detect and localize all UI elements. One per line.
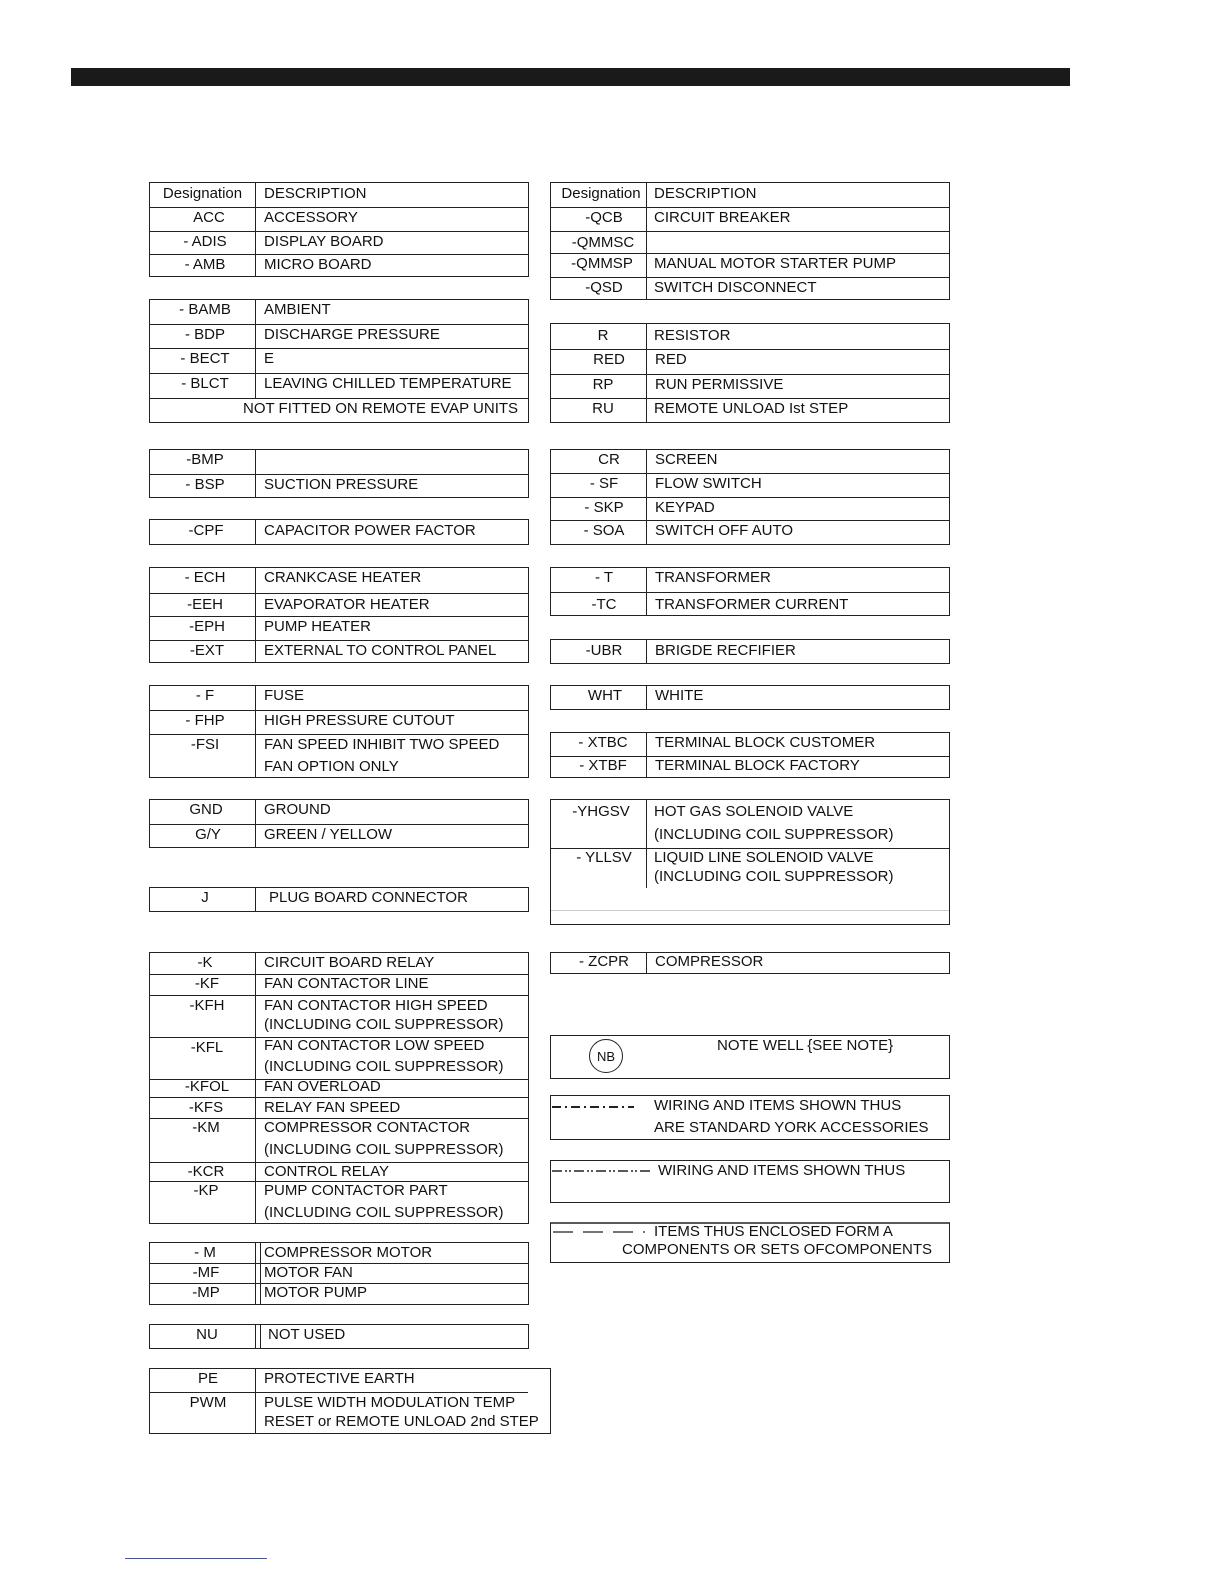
row-code: - ZCPR — [579, 953, 629, 970]
table-row — [150, 1079, 528, 1097]
table-row — [551, 848, 949, 888]
row-desc: WHITE — [655, 687, 704, 704]
row-code: - YLLSV — [576, 849, 632, 866]
row-code: -QMMSC — [571, 234, 635, 251]
enclosed-text-line2: COMPONENTS OR SETS OFCOMPONENTS — [622, 1241, 933, 1258]
row-desc: REMOTE UNLOAD Ist STEP — [654, 400, 849, 417]
row-code: RP — [592, 376, 614, 393]
legend-group-t — [550, 567, 950, 616]
remote-evap-note: NOT FITTED ON REMOTE EVAP UNITS — [243, 400, 519, 417]
row-code: - SKP — [584, 499, 624, 516]
row-desc: PLUG BOARD CONNECTOR — [269, 889, 468, 906]
row-desc: RELAY FAN SPEED — [264, 1099, 401, 1116]
row-code: -QSD — [585, 279, 623, 296]
row-desc: LIQUID LINE SOLENOID VALVE — [654, 849, 874, 866]
table-row — [150, 593, 528, 616]
table-row — [551, 686, 949, 709]
row-code: - SOA — [583, 522, 625, 539]
row-code: -FSI — [190, 736, 220, 753]
table-row — [551, 473, 949, 497]
table-row — [150, 995, 528, 1037]
row-code: -K — [197, 954, 213, 971]
table-row — [551, 520, 949, 544]
row-desc: MOTOR PUMP — [264, 1284, 368, 1301]
long-dash-line-icon — [553, 1229, 645, 1235]
table-row — [150, 1369, 550, 1392]
legend-group-e — [149, 567, 529, 663]
row-code: RU — [592, 400, 614, 417]
table-row — [551, 756, 949, 777]
table-row — [551, 733, 949, 756]
table-row — [150, 1162, 528, 1181]
table-row — [150, 398, 528, 422]
row-desc: CIRCUIT BOARD RELAY — [264, 954, 435, 971]
wiring-items-box — [550, 1160, 950, 1203]
accessories-text-line1: WIRING AND ITEMS SHOWN THUS — [654, 1097, 902, 1114]
table-row — [551, 497, 949, 520]
row-desc: LEAVING CHILLED TEMPERATURE — [264, 375, 512, 392]
row-desc-line2: (INCLUDING COIL SUPPRESSOR) — [264, 1058, 504, 1075]
row-desc: BRIGDE RECFIFIER — [655, 642, 796, 659]
wiring-text: WIRING AND ITEMS SHOWN THUS — [658, 1162, 906, 1179]
table-row — [551, 374, 949, 398]
row-code: NU — [196, 1326, 218, 1343]
row-desc: CIRCUIT BREAKER — [654, 209, 791, 226]
row-desc: E — [264, 350, 275, 367]
legend-group-xt — [550, 732, 950, 778]
table-row — [150, 474, 528, 497]
legend-group-bmp — [149, 449, 529, 498]
row-code: -QMMSP — [571, 255, 633, 272]
row-code: -UBR — [585, 642, 623, 659]
row-code: RED — [593, 351, 625, 368]
row-code: -KP — [193, 1182, 219, 1199]
row-desc: GREEN / YELLOW — [264, 826, 393, 843]
row-desc: COMPRESSOR CONTACTOR — [264, 1119, 471, 1136]
table-row — [551, 800, 949, 848]
table-row — [150, 207, 528, 231]
row-code: - FHP — [185, 712, 225, 729]
legend-group-r — [550, 323, 950, 423]
enclosed-text-line1: ITEMS THUS ENCLOSED FORM A — [654, 1223, 893, 1240]
row-code: -KCR — [187, 1163, 225, 1180]
row-desc: FAN CONTACTOR LINE — [264, 975, 429, 992]
row-desc: COMPRESSOR — [655, 953, 764, 970]
table-row — [150, 1243, 528, 1263]
row-desc: CAPACITOR POWER FACTOR — [264, 522, 476, 539]
row-desc: HIGH PRESSURE CUTOUT — [264, 712, 455, 729]
row-desc: GROUND — [264, 801, 331, 818]
table-row — [150, 1037, 528, 1079]
row-code: GND — [189, 801, 223, 818]
table-row — [551, 568, 949, 592]
row-code: - BSP — [185, 476, 225, 493]
table-row — [150, 616, 528, 640]
row-desc: NOT USED — [268, 1326, 346, 1343]
legend-group-m — [149, 1242, 529, 1305]
row-desc: RESISTOR — [654, 327, 731, 344]
table-row — [551, 231, 949, 253]
table-row — [150, 568, 528, 593]
row-desc: TERMINAL BLOCK FACTORY — [655, 757, 860, 774]
legend-group-ubr — [550, 639, 950, 664]
row-code: CR — [598, 451, 620, 468]
row-code: - ADIS — [183, 233, 227, 250]
table-row — [150, 1097, 528, 1118]
table-row — [150, 1118, 528, 1162]
legend-group-b — [149, 299, 529, 423]
row-code: - BLCT — [181, 375, 229, 392]
description-header: DESCRIPTION — [264, 185, 367, 202]
row-desc: FAN OVERLOAD — [264, 1078, 381, 1095]
table-row — [150, 974, 528, 995]
row-code: -KFL — [190, 1039, 224, 1056]
row-code: -KFS — [188, 1099, 224, 1116]
table-row — [150, 373, 528, 398]
row-code: WHT — [587, 687, 623, 704]
row-code: - AMB — [184, 256, 226, 273]
table-row — [150, 953, 528, 974]
row-desc: EVAPORATOR HEATER — [264, 596, 430, 613]
row-desc: RED — [655, 351, 687, 368]
row-code: - BDP — [184, 326, 225, 343]
row-desc: KEYPAD — [655, 499, 715, 516]
row-code: - T — [594, 569, 614, 586]
row-code: -KM — [192, 1119, 220, 1136]
table-row — [150, 300, 528, 324]
table-row — [150, 1263, 528, 1283]
row-code: -TC — [591, 596, 617, 613]
row-desc: SWITCH OFF AUTO — [655, 522, 794, 539]
row-desc: FLOW SWITCH — [655, 475, 762, 492]
row-code: R — [597, 327, 609, 344]
row-desc: PULSE WIDTH MODULATION TEMP — [264, 1394, 516, 1411]
row-code: -EEH — [187, 596, 223, 613]
row-code: -MP — [192, 1284, 220, 1301]
row-desc-line2: (INCLUDING COIL SUPPRESSOR) — [264, 1141, 504, 1158]
note-well-symbol — [589, 1039, 623, 1073]
legend-group-s — [550, 449, 950, 545]
table-row — [150, 348, 528, 373]
table-row — [150, 254, 528, 276]
row-code: - XTBF — [579, 757, 627, 774]
legend-group-f — [149, 685, 529, 778]
row-desc: FUSE — [264, 687, 305, 704]
row-desc: CRANKCASE HEATER — [264, 569, 422, 586]
row-code: G/Y — [195, 826, 221, 843]
row-code: -EXT — [189, 642, 225, 659]
row-code: -KF — [194, 975, 220, 992]
row-code: -KFH — [189, 997, 225, 1014]
table-row — [150, 324, 528, 348]
table-row — [150, 1181, 528, 1223]
table-row — [150, 734, 528, 777]
table-header-row — [551, 183, 949, 207]
row-desc: DISPLAY BOARD — [264, 233, 384, 250]
table-row — [150, 800, 528, 824]
table-row — [150, 888, 528, 911]
table-row — [150, 1393, 550, 1433]
dash-dot-line-icon — [552, 1104, 634, 1110]
table-header-row — [150, 183, 528, 207]
legend-group-y — [550, 799, 950, 925]
row-code: ACC — [193, 209, 225, 226]
table-row — [150, 231, 528, 254]
row-desc: AMBIENT — [264, 301, 331, 318]
legend-group-j — [149, 887, 529, 912]
legend-group-acc — [149, 182, 529, 277]
table-row — [551, 450, 949, 473]
row-code: - BAMB — [179, 301, 231, 318]
row-desc: TRANSFORMER CURRENT — [655, 596, 849, 613]
row-desc: TRANSFORMER — [655, 569, 771, 586]
row-code: PWM — [189, 1394, 227, 1411]
legend-group-k — [149, 952, 529, 1224]
table-row — [551, 324, 949, 349]
legend-group-z — [550, 952, 950, 974]
row-desc: SUCTION PRESSURE — [264, 476, 419, 493]
table-row — [551, 398, 949, 422]
row-desc: MOTOR FAN — [264, 1264, 353, 1281]
dash-double-dot-line-icon — [552, 1168, 652, 1174]
table-row — [551, 277, 949, 299]
table-row — [551, 640, 949, 663]
row-desc-line2: RESET or REMOTE UNLOAD 2nd STEP — [264, 1413, 539, 1430]
note-well-text: NOTE WELL {SEE NOTE} — [717, 1037, 894, 1054]
row-code: - XTBC — [578, 734, 628, 751]
row-desc: SCREEN — [655, 451, 718, 468]
row-desc-line2: (INCLUDING COIL SUPPRESSOR) — [264, 1204, 504, 1221]
table-row — [551, 349, 949, 374]
row-code: -QCB — [585, 209, 623, 226]
legend-group-nu — [149, 1324, 529, 1349]
row-desc: MANUAL MOTOR STARTER PUMP — [654, 255, 896, 272]
table-row — [551, 253, 949, 277]
row-desc: HOT GAS SOLENOID VALVE — [654, 803, 854, 820]
row-desc: ACCESSORY — [264, 209, 358, 226]
table-row — [150, 450, 528, 474]
row-code: -EPH — [189, 618, 225, 635]
row-desc: RUN PERMISSIVE — [655, 376, 784, 393]
table-row — [150, 520, 528, 544]
row-code: -MF — [192, 1264, 220, 1281]
row-desc-line2: (INCLUDING COIL SUPPRESSOR) — [264, 1016, 504, 1033]
designation-header: Designation — [561, 185, 641, 202]
row-code: -CPF — [188, 522, 224, 539]
table-row — [150, 824, 528, 847]
row-desc-line2: FAN OPTION ONLY — [264, 758, 399, 775]
legend-group-cpf — [149, 519, 529, 545]
row-code: -YHGSV — [572, 803, 630, 820]
row-code: -KFOL — [184, 1078, 230, 1095]
row-desc: DISCHARGE PRESSURE — [264, 326, 440, 343]
row-desc: COMPRESSOR MOTOR — [264, 1244, 433, 1261]
footer-link-underline — [125, 1558, 267, 1559]
standard-accessories-box — [550, 1095, 950, 1140]
row-desc: FAN CONTACTOR HIGH SPEED — [264, 997, 488, 1014]
row-code: -BMP — [186, 451, 224, 468]
designation-header: Designation — [162, 185, 243, 202]
row-desc: PUMP CONTACTOR PART — [264, 1182, 448, 1199]
row-desc-line2: (INCLUDING COIL SUPPRESSOR) — [654, 826, 894, 843]
nb-label: NB — [596, 1048, 616, 1064]
row-desc: FAN CONTACTOR LOW SPEED — [264, 1037, 485, 1054]
legend-group-g — [149, 799, 529, 848]
table-row — [150, 686, 528, 710]
legend-group-wht — [550, 685, 950, 710]
row-desc: SWITCH DISCONNECT — [654, 279, 817, 296]
enclosed-items-box — [550, 1223, 950, 1263]
table-row — [551, 953, 949, 973]
accessories-text-line2: ARE STANDARD YORK ACCESSORIES — [654, 1119, 929, 1136]
row-desc: TERMINAL BLOCK CUSTOMER — [655, 734, 876, 751]
row-code: - M — [194, 1244, 216, 1261]
table-row — [551, 207, 949, 231]
row-code: - SF — [589, 475, 619, 492]
table-row — [551, 592, 949, 615]
row-desc: PUMP HEATER — [264, 618, 371, 635]
row-desc: CONTROL RELAY — [264, 1163, 390, 1180]
note-well-box — [550, 1035, 950, 1079]
description-header: DESCRIPTION — [654, 185, 757, 202]
row-desc: FAN SPEED INHIBIT TWO SPEED — [264, 736, 500, 753]
row-desc: MICRO BOARD — [264, 256, 372, 273]
table-row — [150, 640, 528, 662]
row-desc-line2: (INCLUDING COIL SUPPRESSOR) — [654, 868, 894, 885]
row-desc: EXTERNAL TO CONTROL PANEL — [264, 642, 497, 659]
legend-group-p — [149, 1368, 551, 1434]
row-code: - F — [195, 687, 215, 704]
legend-group-q — [550, 182, 950, 300]
row-code: PE — [197, 1370, 218, 1387]
table-row — [150, 1325, 528, 1348]
row-code: J — [201, 889, 209, 906]
row-code: - ECH — [184, 569, 226, 586]
row-desc: PROTECTIVE EARTH — [264, 1370, 415, 1387]
table-row — [150, 710, 528, 734]
row-code: - BECT — [180, 350, 230, 367]
table-row — [150, 1283, 528, 1304]
page-header-bar — [71, 68, 1070, 86]
